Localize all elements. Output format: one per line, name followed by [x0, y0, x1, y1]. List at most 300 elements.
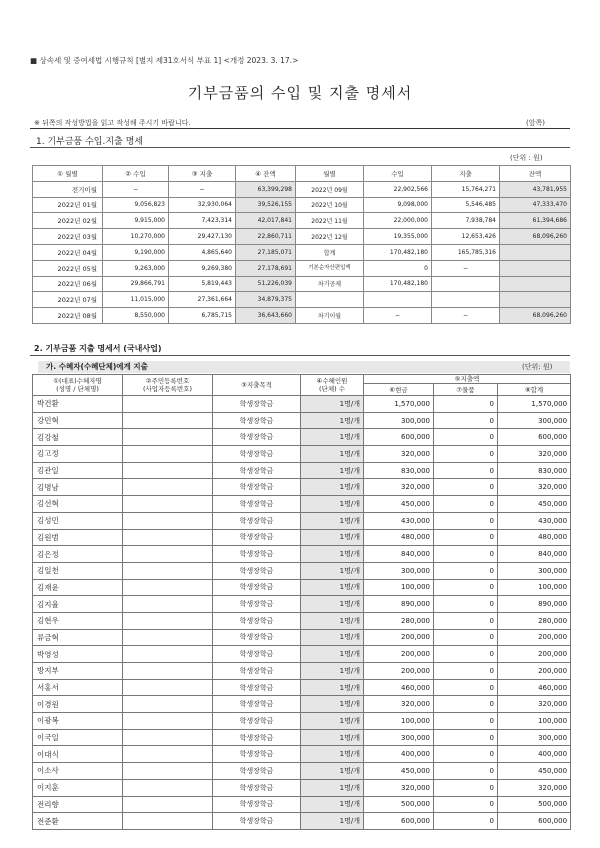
- beneficiary-name-cell: 김고정: [33, 446, 123, 463]
- table-row: [33, 679, 571, 696]
- income-cell: 9,263,000: [103, 260, 169, 276]
- expense-cell: 7,938,784: [432, 213, 500, 229]
- income-cell: 19,355,000: [364, 229, 432, 245]
- total-cell: 400,000: [498, 746, 571, 763]
- count-cell: 1명/개: [301, 813, 364, 830]
- total-cell: 300,000: [498, 562, 571, 579]
- section2-title: 2. 기부금품 지출 명세서 (국내사업): [34, 344, 162, 353]
- month-cell: 2022년 06월: [33, 276, 103, 292]
- cash-cell: 300,000: [364, 562, 434, 579]
- header-amount: ⑤지출액: [364, 375, 571, 384]
- purpose-cell: 학생장학금: [213, 462, 301, 479]
- beneficiary-name-cell: 김명남: [33, 479, 123, 496]
- count-cell: 1명/개: [301, 629, 364, 646]
- cash-cell: 830,000: [364, 462, 434, 479]
- column-header: ② 수입: [103, 166, 169, 182]
- goods-cell: 0: [434, 529, 498, 546]
- goods-cell: 0: [434, 696, 498, 713]
- goods-cell: 0: [434, 713, 498, 730]
- month-cell: 2022년 01월: [33, 197, 103, 213]
- purpose-cell: 학생장학금: [213, 446, 301, 463]
- cash-cell: 300,000: [364, 729, 434, 746]
- month-cell: [296, 292, 364, 308]
- table-row: [33, 292, 571, 308]
- count-cell: 1명/개: [301, 646, 364, 663]
- cash-cell: 320,000: [364, 446, 434, 463]
- id-number-cell: [123, 596, 213, 613]
- monthly-summary-table: [32, 165, 571, 324]
- count-cell: 1명/개: [301, 729, 364, 746]
- purpose-cell: 학생장학금: [213, 646, 301, 663]
- beneficiary-name-cell: 전리향: [33, 796, 123, 813]
- total-cell: 430,000: [498, 512, 571, 529]
- table-row: [33, 629, 571, 646]
- goods-cell: 0: [434, 396, 498, 413]
- beneficiary-table: [32, 374, 571, 830]
- income-cell: 9,915,000: [103, 213, 169, 229]
- table-row: [33, 229, 571, 245]
- count-cell: 1명/개: [301, 746, 364, 763]
- table-row: [33, 412, 571, 429]
- count-cell: 1명/개: [301, 713, 364, 730]
- beneficiary-name-cell: 류금혁: [33, 629, 123, 646]
- id-number-cell: [123, 496, 213, 513]
- cash-cell: 280,000: [364, 612, 434, 629]
- form-identifier: ■ 상속세 및 증여세법 시행규칙 [별지 제31호서식 부표 1] <개정 2023. 3. 17.>: [30, 56, 299, 65]
- goods-cell: 0: [434, 646, 498, 663]
- total-cell: 890,000: [498, 596, 571, 613]
- beneficiary-name-cell: 김강철: [33, 429, 123, 446]
- beneficiary-name-cell: 김현우: [33, 612, 123, 629]
- header-goods: ⑦물품: [434, 384, 498, 396]
- goods-cell: 0: [434, 663, 498, 680]
- cash-cell: 600,000: [364, 429, 434, 446]
- id-number-cell: [123, 729, 213, 746]
- table-row: [33, 244, 571, 260]
- count-cell: 1명/개: [301, 546, 364, 563]
- table-header-row: [33, 166, 571, 182]
- goods-cell: 0: [434, 496, 498, 513]
- instruction-note: ※ 뒤쪽의 작성방법을 읽고 작성해 주시기 바랍니다.: [34, 119, 191, 127]
- cash-cell: 600,000: [364, 813, 434, 830]
- table-row: [33, 512, 571, 529]
- section2-subtitle: 가. 수혜자(수혜단체)에게 지출: [38, 361, 570, 373]
- expense-cell: 27,361,664: [169, 292, 236, 308]
- total-cell: 200,000: [498, 629, 571, 646]
- section2-unit: (단위: 원): [522, 363, 553, 371]
- goods-cell: 0: [434, 479, 498, 496]
- header-name: ①(대표)수혜자명 (성명 / 단체명): [33, 375, 123, 396]
- beneficiary-name-cell: 김선혁: [33, 496, 123, 513]
- divider: [30, 147, 570, 148]
- id-number-cell: [123, 479, 213, 496]
- beneficiary-name-cell: 박영성: [33, 646, 123, 663]
- table-row: [33, 779, 571, 796]
- cash-cell: 890,000: [364, 596, 434, 613]
- income-cell: 0: [364, 260, 432, 276]
- count-cell: 1명/개: [301, 763, 364, 780]
- section1-unit: (단위 : 원): [510, 154, 543, 162]
- table-row: [33, 746, 571, 763]
- purpose-cell: 학생장학금: [213, 729, 301, 746]
- total-cell: 200,000: [498, 646, 571, 663]
- total-cell: 480,000: [498, 529, 571, 546]
- total-cell: 600,000: [498, 813, 571, 830]
- total-cell: 320,000: [498, 446, 571, 463]
- cash-cell: 320,000: [364, 479, 434, 496]
- section1-title: 1. 기부금품 수입.지출 명세: [36, 137, 143, 147]
- expense-cell: −: [169, 181, 236, 197]
- total-cell: 830,000: [498, 462, 571, 479]
- purpose-cell: 학생장학금: [213, 629, 301, 646]
- income-cell: 9,098,000: [364, 197, 432, 213]
- id-number-cell: [123, 646, 213, 663]
- id-number-cell: [123, 396, 213, 413]
- purpose-cell: 학생장학금: [213, 496, 301, 513]
- header-id: ②주민등록번호 (사업자등록번호): [123, 375, 213, 396]
- goods-cell: 0: [434, 579, 498, 596]
- count-cell: 1명/개: [301, 479, 364, 496]
- goods-cell: 0: [434, 612, 498, 629]
- beneficiary-name-cell: 김원범: [33, 529, 123, 546]
- expense-cell: 5,819,443: [169, 276, 236, 292]
- id-number-cell: [123, 612, 213, 629]
- divider: [30, 128, 570, 129]
- table-row: [33, 596, 571, 613]
- column-header: 잔액: [500, 166, 571, 182]
- purpose-cell: 학생장학금: [213, 779, 301, 796]
- count-cell: 1명/개: [301, 779, 364, 796]
- expense-cell: 4,865,640: [169, 244, 236, 260]
- count-cell: 1명/개: [301, 696, 364, 713]
- expense-cell: 29,427,130: [169, 229, 236, 245]
- cash-cell: 450,000: [364, 496, 434, 513]
- expense-cell: −: [432, 308, 500, 324]
- goods-cell: 0: [434, 429, 498, 446]
- header-count: ④수혜인원 (단체) 수: [301, 375, 364, 396]
- purpose-cell: 학생장학금: [213, 796, 301, 813]
- total-cell: 100,000: [498, 713, 571, 730]
- balance-cell: 68,096,260: [500, 308, 571, 324]
- month-cell: 2022년 10월: [296, 197, 364, 213]
- purpose-cell: 학생장학금: [213, 562, 301, 579]
- beneficiary-name-cell: 전준환: [33, 813, 123, 830]
- page-side-label: (앞쪽): [526, 119, 545, 127]
- cash-cell: 840,000: [364, 546, 434, 563]
- cash-cell: 320,000: [364, 779, 434, 796]
- income-cell: 10,270,000: [103, 229, 169, 245]
- table-row: [33, 181, 571, 197]
- count-cell: 1명/개: [301, 462, 364, 479]
- id-number-cell: [123, 629, 213, 646]
- beneficiary-name-cell: 박건환: [33, 396, 123, 413]
- purpose-cell: 학생장학금: [213, 696, 301, 713]
- header-total: ⑧합계: [498, 384, 571, 396]
- income-cell: 9,056,823: [103, 197, 169, 213]
- column-header: ④ 잔액: [236, 166, 296, 182]
- month-cell: 차기이월: [296, 308, 364, 324]
- table-row: [33, 197, 571, 213]
- divider: [30, 355, 570, 356]
- table-row: [33, 462, 571, 479]
- goods-cell: 0: [434, 562, 498, 579]
- beneficiary-name-cell: 강민혁: [33, 412, 123, 429]
- expense-cell: 9,269,380: [169, 260, 236, 276]
- cash-cell: 500,000: [364, 796, 434, 813]
- id-number-cell: [123, 562, 213, 579]
- count-cell: 1명/개: [301, 579, 364, 596]
- goods-cell: 0: [434, 763, 498, 780]
- balance-cell: 22,860,711: [236, 229, 296, 245]
- balance-cell: [500, 276, 571, 292]
- purpose-cell: 학생장학금: [213, 612, 301, 629]
- header-purpose: ③지출목적: [213, 375, 301, 396]
- header-cash: ⑥현금: [364, 384, 434, 396]
- total-cell: 500,000: [498, 796, 571, 813]
- income-cell: 22,902,566: [364, 181, 432, 197]
- column-header: ① 월별: [33, 166, 103, 182]
- table-row: [33, 579, 571, 596]
- count-cell: 1명/개: [301, 412, 364, 429]
- purpose-cell: 학생장학금: [213, 596, 301, 613]
- id-number-cell: [123, 813, 213, 830]
- table-row: [33, 646, 571, 663]
- cash-cell: 400,000: [364, 746, 434, 763]
- cash-cell: 300,000: [364, 412, 434, 429]
- goods-cell: 0: [434, 813, 498, 830]
- table-row: [33, 713, 571, 730]
- income-cell: 8,550,000: [103, 308, 169, 324]
- table-row: [33, 276, 571, 292]
- balance-cell: 61,394,686: [500, 213, 571, 229]
- id-number-cell: [123, 663, 213, 680]
- table-row: [33, 308, 571, 324]
- beneficiary-name-cell: 이경원: [33, 696, 123, 713]
- id-number-cell: [123, 462, 213, 479]
- purpose-cell: 학생장학금: [213, 479, 301, 496]
- expense-cell: −: [432, 260, 500, 276]
- id-number-cell: [123, 429, 213, 446]
- id-number-cell: [123, 529, 213, 546]
- table-row: [33, 446, 571, 463]
- count-cell: 1명/개: [301, 562, 364, 579]
- income-cell: 9,190,000: [103, 244, 169, 260]
- beneficiary-name-cell: 이소사: [33, 763, 123, 780]
- table-row: [33, 529, 571, 546]
- purpose-cell: 학생장학금: [213, 546, 301, 563]
- goods-cell: 0: [434, 512, 498, 529]
- month-cell: 2022년 12월: [296, 229, 364, 245]
- table-row: [33, 429, 571, 446]
- total-cell: 840,000: [498, 546, 571, 563]
- beneficiary-name-cell: 김일천: [33, 562, 123, 579]
- cash-cell: 200,000: [364, 646, 434, 663]
- purpose-cell: 학생장학금: [213, 429, 301, 446]
- balance-cell: 51,226,039: [236, 276, 296, 292]
- expense-cell: 15,764,271: [432, 181, 500, 197]
- count-cell: 1명/개: [301, 529, 364, 546]
- balance-cell: 34,879,375: [236, 292, 296, 308]
- month-cell: 차기공제: [296, 276, 364, 292]
- table-row: [33, 612, 571, 629]
- id-number-cell: [123, 512, 213, 529]
- page-title: 기부금품의 수입 및 지출 명세서: [187, 84, 413, 102]
- purpose-cell: 학생장학금: [213, 663, 301, 680]
- goods-cell: 0: [434, 779, 498, 796]
- balance-cell: 68,096,260: [500, 229, 571, 245]
- count-cell: 1명/개: [301, 396, 364, 413]
- id-number-cell: [123, 796, 213, 813]
- purpose-cell: 학생장학금: [213, 512, 301, 529]
- column-header: 월별: [296, 166, 364, 182]
- income-cell: [364, 292, 432, 308]
- cash-cell: 450,000: [364, 763, 434, 780]
- count-cell: 1명/개: [301, 496, 364, 513]
- table-row: [33, 213, 571, 229]
- income-cell: 29,866,791: [103, 276, 169, 292]
- expense-cell: 32,930,064: [169, 197, 236, 213]
- id-number-cell: [123, 446, 213, 463]
- total-cell: 320,000: [498, 779, 571, 796]
- purpose-cell: 학생장학금: [213, 813, 301, 830]
- beneficiary-name-cell: 서홍서: [33, 679, 123, 696]
- expense-cell: [432, 276, 500, 292]
- purpose-cell: 학생장학금: [213, 713, 301, 730]
- expense-cell: [432, 292, 500, 308]
- cash-cell: 430,000: [364, 512, 434, 529]
- total-cell: 300,000: [498, 729, 571, 746]
- balance-cell: [500, 292, 571, 308]
- income-cell: 11,015,000: [103, 292, 169, 308]
- goods-cell: 0: [434, 596, 498, 613]
- month-cell: 2022년 05월: [33, 260, 103, 276]
- count-cell: 1명/개: [301, 612, 364, 629]
- column-header: 수입: [364, 166, 432, 182]
- total-cell: 280,000: [498, 612, 571, 629]
- beneficiary-name-cell: 이지훈: [33, 779, 123, 796]
- id-number-cell: [123, 579, 213, 596]
- purpose-cell: 학생장학금: [213, 679, 301, 696]
- total-cell: 600,000: [498, 429, 571, 446]
- cash-cell: 200,000: [364, 663, 434, 680]
- month-cell: 2022년 09월: [296, 181, 364, 197]
- total-cell: 200,000: [498, 663, 571, 680]
- cash-cell: 320,000: [364, 696, 434, 713]
- month-cell: 2022년 04월: [33, 244, 103, 260]
- total-cell: 450,000: [498, 496, 571, 513]
- table-row: [33, 260, 571, 276]
- beneficiary-name-cell: 김관일: [33, 462, 123, 479]
- count-cell: 1명/개: [301, 429, 364, 446]
- column-header: 지출: [432, 166, 500, 182]
- goods-cell: 0: [434, 462, 498, 479]
- beneficiary-name-cell: 이대식: [33, 746, 123, 763]
- income-cell: −: [364, 308, 432, 324]
- month-cell: 2022년 07월: [33, 292, 103, 308]
- cash-cell: 200,000: [364, 629, 434, 646]
- beneficiary-name-cell: 김재윤: [33, 579, 123, 596]
- goods-cell: 0: [434, 729, 498, 746]
- table-row: [33, 763, 571, 780]
- goods-cell: 0: [434, 546, 498, 563]
- beneficiary-name-cell: 김지율: [33, 596, 123, 613]
- beneficiary-name-cell: 방지부: [33, 663, 123, 680]
- cash-cell: 100,000: [364, 713, 434, 730]
- table-row: [33, 562, 571, 579]
- balance-cell: 43,781,955: [500, 181, 571, 197]
- month-cell: 2022년 02월: [33, 213, 103, 229]
- total-cell: 320,000: [498, 696, 571, 713]
- count-cell: 1명/개: [301, 796, 364, 813]
- balance-cell: 63,399,298: [236, 181, 296, 197]
- total-cell: 320,000: [498, 479, 571, 496]
- beneficiary-name-cell: 이광복: [33, 713, 123, 730]
- goods-cell: 0: [434, 746, 498, 763]
- id-number-cell: [123, 696, 213, 713]
- balance-cell: 42,017,841: [236, 213, 296, 229]
- cash-cell: 460,000: [364, 679, 434, 696]
- beneficiary-name-cell: 이국일: [33, 729, 123, 746]
- table-row: [33, 496, 571, 513]
- balance-cell: [500, 244, 571, 260]
- month-cell: 기본순자산편입액: [296, 260, 364, 276]
- table-row: [33, 396, 571, 413]
- balance-cell: 36,643,660: [236, 308, 296, 324]
- purpose-cell: 학생장학금: [213, 396, 301, 413]
- cash-cell: 480,000: [364, 529, 434, 546]
- balance-cell: [500, 260, 571, 276]
- expense-cell: 165,785,316: [432, 244, 500, 260]
- total-cell: 300,000: [498, 412, 571, 429]
- income-cell: 170,482,180: [364, 276, 432, 292]
- id-number-cell: [123, 763, 213, 780]
- id-number-cell: [123, 713, 213, 730]
- table-row: [33, 813, 571, 830]
- table-row: [33, 729, 571, 746]
- expense-cell: 7,423,314: [169, 213, 236, 229]
- count-cell: 1명/개: [301, 663, 364, 680]
- purpose-cell: 학생장학금: [213, 412, 301, 429]
- beneficiary-name-cell: 김성민: [33, 512, 123, 529]
- purpose-cell: 학생장학금: [213, 763, 301, 780]
- month-cell: 합계: [296, 244, 364, 260]
- income-cell: 22,000,000: [364, 213, 432, 229]
- table-row: [33, 479, 571, 496]
- id-number-cell: [123, 679, 213, 696]
- cash-cell: 100,000: [364, 579, 434, 596]
- balance-cell: 27,178,691: [236, 260, 296, 276]
- goods-cell: 0: [434, 412, 498, 429]
- count-cell: 1명/개: [301, 596, 364, 613]
- goods-cell: 0: [434, 629, 498, 646]
- total-cell: 450,000: [498, 763, 571, 780]
- total-cell: 1,570,000: [498, 396, 571, 413]
- total-cell: 460,000: [498, 679, 571, 696]
- id-number-cell: [123, 546, 213, 563]
- table-row: [33, 546, 571, 563]
- purpose-cell: 학생장학금: [213, 579, 301, 596]
- expense-cell: 5,546,485: [432, 197, 500, 213]
- table-row: [33, 796, 571, 813]
- table-row: [33, 696, 571, 713]
- count-cell: 1명/개: [301, 679, 364, 696]
- count-cell: 1명/개: [301, 446, 364, 463]
- goods-cell: 0: [434, 446, 498, 463]
- id-number-cell: [123, 746, 213, 763]
- balance-cell: 27,185,071: [236, 244, 296, 260]
- table-row: [33, 663, 571, 680]
- month-cell: 2022년 03월: [33, 229, 103, 245]
